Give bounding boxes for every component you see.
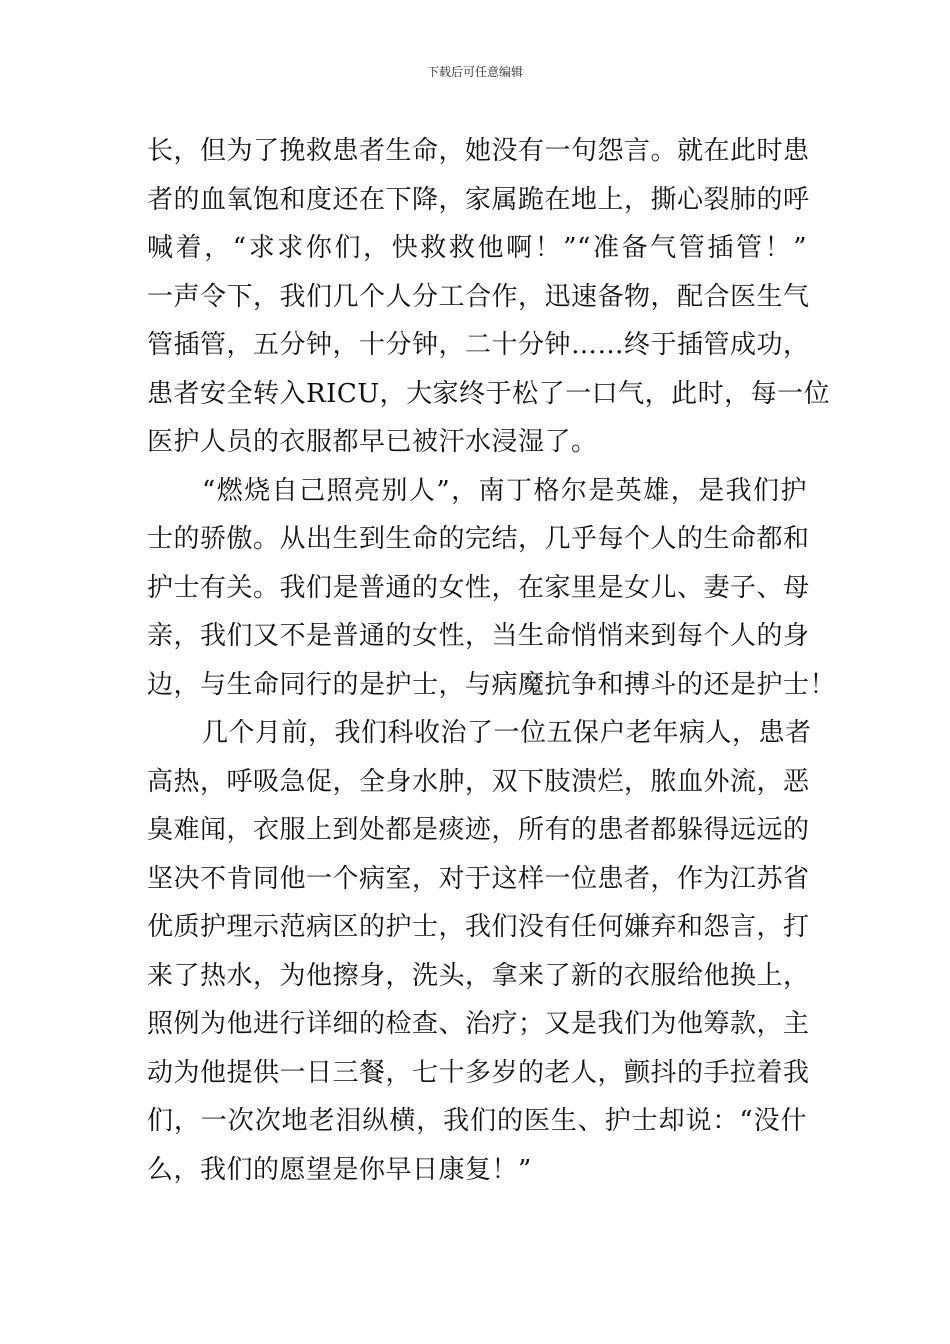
- text-line: 坚决不肯同他一个病室，对于这样一位患者，作为江苏省: [147, 863, 810, 894]
- text-line: 几个月前，我们科收治了一位五保户老年病人，患者: [202, 718, 812, 748]
- text-line: 臭难闻，衣服上到处都是痰迹，所有的患者都躲得远远的: [147, 815, 810, 845]
- text-line: 来了热水，为他擦身，洗头，拿来了新的衣服给他换上，: [147, 960, 810, 991]
- paragraph: [147, 467, 837, 710]
- text-line: 患者安全转入RICU，大家终于松了一口气，此时，每一位: [147, 378, 831, 409]
- text-line: 高热，呼吸急促，全身水肿，双下肢溃烂，脓血外流，恶: [147, 766, 810, 797]
- text-line: 管插管，五分钟，十分钟，二十分钟……终于插管成功，: [147, 330, 810, 360]
- text-line: 优质护理示范病区的护士，我们没有任何嫌弃和怨言，打: [147, 912, 810, 942]
- text-line: 长，但为了挽救患者生命，她没有一句怨言。就在此时患: [147, 136, 810, 166]
- text-line: “燃烧自己照亮别人”，南丁格尔是英雄，是我们护: [202, 475, 807, 506]
- text-line: 照例为他进行详细的检查、治疗；又是我们为他筹款，主: [147, 1009, 810, 1039]
- text-line: 喊着，“求求你们，快救救他啊！”“准备气管插管！”: [147, 233, 807, 263]
- text-line: 一声令下，我们几个人分工合作，迅速备物，配合医生气: [147, 281, 810, 312]
- document-body: [147, 127, 837, 1194]
- page-header-note: 下载后可任意编辑: [426, 65, 523, 79]
- text-line: 医护人员的衣服都早已被汗水浸湿了。: [147, 427, 598, 457]
- text-line: 动为他提供一日三餐，七十多岁的老人，颤抖的手拉着我: [147, 1057, 810, 1088]
- paragraph: [147, 709, 812, 1194]
- text-line: 们，一次次地老泪纵横，我们的医生、护士却说：“没什: [147, 1106, 807, 1136]
- text-line: 护士有关。我们是普通的女性，在家里是女儿、妻子、母: [147, 572, 810, 603]
- text-line: 士的骄傲。从出生到生命的完结，几乎每个人的生命都和: [147, 524, 810, 554]
- text-line: 亲，我们又不是普通的女性，当生命悄悄来到每个人的身: [147, 621, 810, 651]
- text-line: 么，我们的愿望是你早日康复！”: [147, 1154, 532, 1185]
- paragraph: [147, 127, 831, 467]
- text-line: 边，与生命同行的是护士，与病魔抗争和搏斗的还是护士！: [147, 669, 837, 700]
- text-line: 者的血氧饱和度还在下降，家属跪在地上，撕心裂肺的呼: [147, 184, 810, 215]
